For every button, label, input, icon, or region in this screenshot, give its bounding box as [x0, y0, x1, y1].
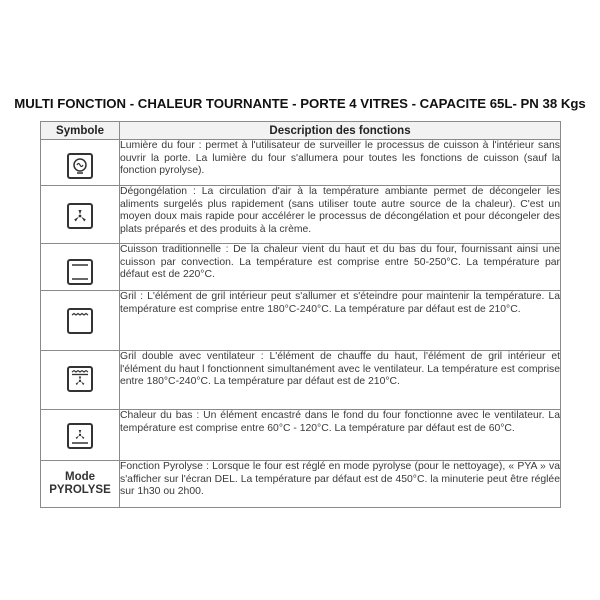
- mode-line-1: Mode: [64, 471, 96, 483]
- table-row: [41, 351, 561, 410]
- grill-icon: [67, 308, 93, 334]
- table-row: [41, 291, 561, 351]
- double-grill-fan-icon: [67, 366, 93, 392]
- mode-line-2: PYROLYSE: [49, 484, 111, 496]
- page-title: MULTI FONCTION - CHALEUR TOURNANTE - PORTE 4 VITRES - CAPACITE 65L- PN 38 Kgs: [14, 96, 586, 111]
- functions-table: [40, 121, 561, 508]
- fan-defrost-icon: [67, 203, 93, 229]
- table-row: [41, 186, 561, 244]
- description-cell: Cuisson traditionnelle : De la chaleur vient du haut et du bas du four, fournissant ainsi une cuisson par convection. La température est comprise entre 50-250°C. La température par défaut est de 220°C.: [120, 244, 561, 291]
- lamp-icon: [67, 153, 93, 179]
- symbol-cell: [41, 410, 120, 461]
- top-bottom-heat-icon: [67, 259, 93, 285]
- table-row: [41, 410, 561, 461]
- symbol-cell: [41, 186, 120, 244]
- header-symbole: Symbole: [41, 122, 120, 140]
- description-cell: Gril double avec ventilateur : L'élément de chauffe du haut, l'élément de gril intérieur et l'élément du haut l fonctionnent simultanément avec le ventilateur. La température est comprise entre 180°C-240°C. La température par défaut est de 210°C.: [120, 351, 561, 410]
- table-row: [41, 461, 561, 508]
- description-cell: Gril : L'élément de gril intérieur peut s'allumer et s'éteindre pour maintenir la température. La température est comprise entre 180°C-240°C. La température par défaut est de 210°C.: [120, 291, 561, 351]
- description-cell: Dégongélation : La circulation d'air à la température ambiante permet de décongeler les aliments surgelés plus rapidement (sans utiliser toute autre source de la chaleur). C'est un moyen doux mais rapide pour accélérer le processus de décongélation et pour décongeler des plats préparés et des produits à la crème.: [120, 186, 561, 244]
- symbol-cell: [41, 461, 120, 508]
- bottom-heat-fan-icon: [67, 423, 93, 449]
- symbol-cell: [41, 351, 120, 410]
- description-cell: Lumière du four : permet à l'utilisateur de surveiller le processus de cuisson à l'intérieur sans ouvrir la porte. La lumière du four s'allumera pour toutes les fonctions de cuisson (sauf la fonction pyrolyse).: [120, 140, 561, 186]
- table-row: [41, 140, 561, 186]
- mode-label: [41, 461, 119, 497]
- header-description: Description des fonctions: [120, 122, 561, 140]
- symbol-cell: [41, 244, 120, 291]
- description-cell: Fonction Pyrolyse : Lorsque le four est réglé en mode pyrolyse (pour le nettoyage), « PYA » va s'afficher sur l'écran DEL. La température par défaut est de 450°C. la minuterie peut être réglée sur 1h30 ou 2h00.: [120, 461, 561, 508]
- table-row: [41, 244, 561, 291]
- symbol-cell: [41, 291, 120, 351]
- symbol-cell: [41, 140, 120, 186]
- table-header-row: [41, 122, 561, 140]
- description-cell: Chaleur du bas : Un élément encastré dans le fond du four fonctionne avec le ventilateur. La température est comprise entre 60°C - 120°C. La température par défaut est de 60°C.: [120, 410, 561, 461]
